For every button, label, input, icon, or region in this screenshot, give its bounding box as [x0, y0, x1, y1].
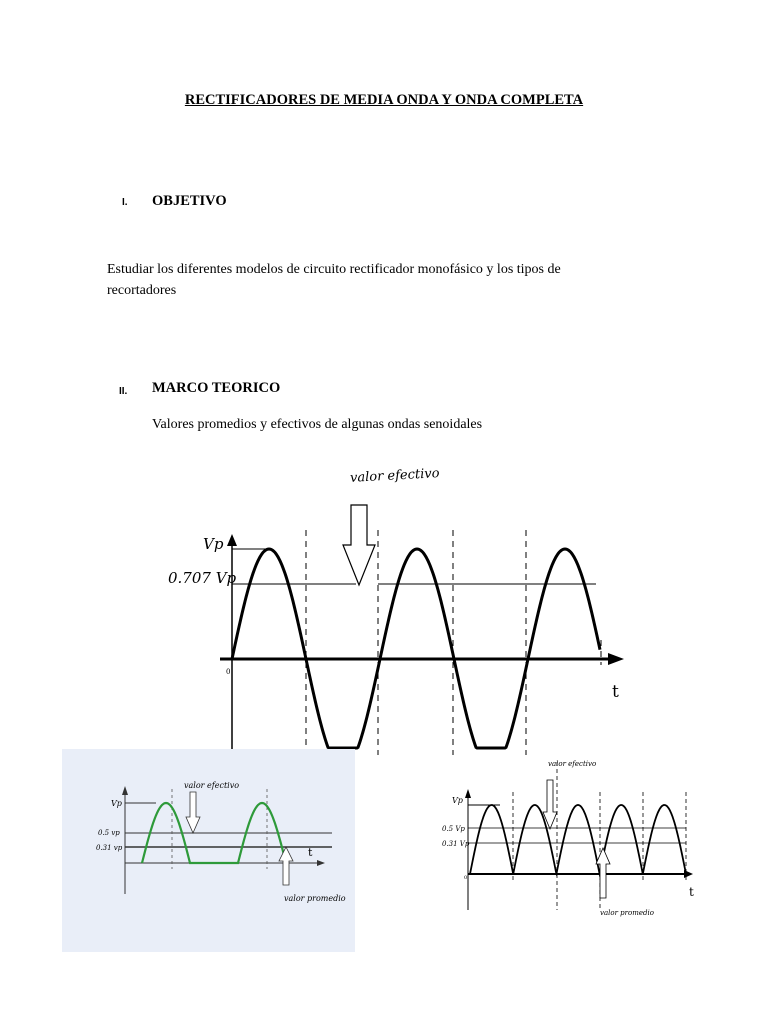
full-effective-label: valor efectivo: [548, 760, 597, 768]
half-dashed-lines: [172, 789, 267, 869]
section-number-2: II.: [119, 386, 128, 397]
full-05-label: 0.5 Vp: [442, 825, 465, 833]
document-title: RECTIFICADORES DE MEDIA ONDA Y ONDA COMPLETA: [184, 92, 584, 108]
half-x-arrowhead-icon: [317, 860, 325, 866]
objective-line-1: Estudiar los diferentes modelos de circuito rectificador monofásico y los tipos de: [107, 262, 561, 277]
half-vp-label: Vp: [111, 799, 122, 808]
main-effective-arrow-icon: [343, 505, 375, 585]
half-wave-figure: [62, 749, 355, 952]
half-effective-label: valor efectivo: [184, 781, 240, 790]
section-number-1: I.: [122, 197, 128, 208]
half-t-label: t: [308, 846, 313, 859]
full-average-label: valor promedio: [600, 909, 654, 917]
main-origin-label: 0: [226, 668, 231, 676]
main-vp-label: Vp: [203, 535, 224, 553]
section2-subtitle: Valores promedios y efectivos de algunas ondas senoidales: [152, 417, 483, 432]
full-vp-label: Vp: [452, 796, 463, 805]
main-effective-label: valor efectivo: [349, 466, 440, 486]
full-t-label: t: [689, 885, 694, 899]
half-wave-panel: [62, 749, 355, 952]
half-05-label: 0.5 vp: [98, 829, 120, 837]
full-dashed-lines: [513, 762, 686, 910]
full-wave-signal: [470, 805, 686, 874]
main-y-arrowhead-icon: [227, 534, 237, 546]
main-t-label: t: [612, 682, 619, 702]
full-y-arrowhead-icon: [465, 789, 471, 798]
section-title-marco-teorico: MARCO TEORICO: [152, 380, 281, 396]
objective-line-2: recortadores: [107, 283, 177, 298]
full-origin-label: 0: [464, 875, 468, 881]
half-average-label: valor promedio: [284, 894, 346, 903]
main-rms-label: 0.707 Vp: [168, 569, 237, 587]
half-average-arrow-icon: [279, 847, 293, 885]
full-031-label: 0.31 Vp: [442, 840, 470, 848]
section-title-objetivo: OBJETIVO: [152, 193, 227, 209]
half-031-label: 0.31 vp: [96, 844, 123, 852]
main-x-arrowhead-icon: [608, 653, 624, 665]
main-sine-wave: [232, 549, 600, 748]
full-wave-figure: [420, 752, 720, 932]
half-effective-arrow-icon: [186, 792, 200, 833]
half-y-arrowhead-icon: [122, 786, 128, 795]
